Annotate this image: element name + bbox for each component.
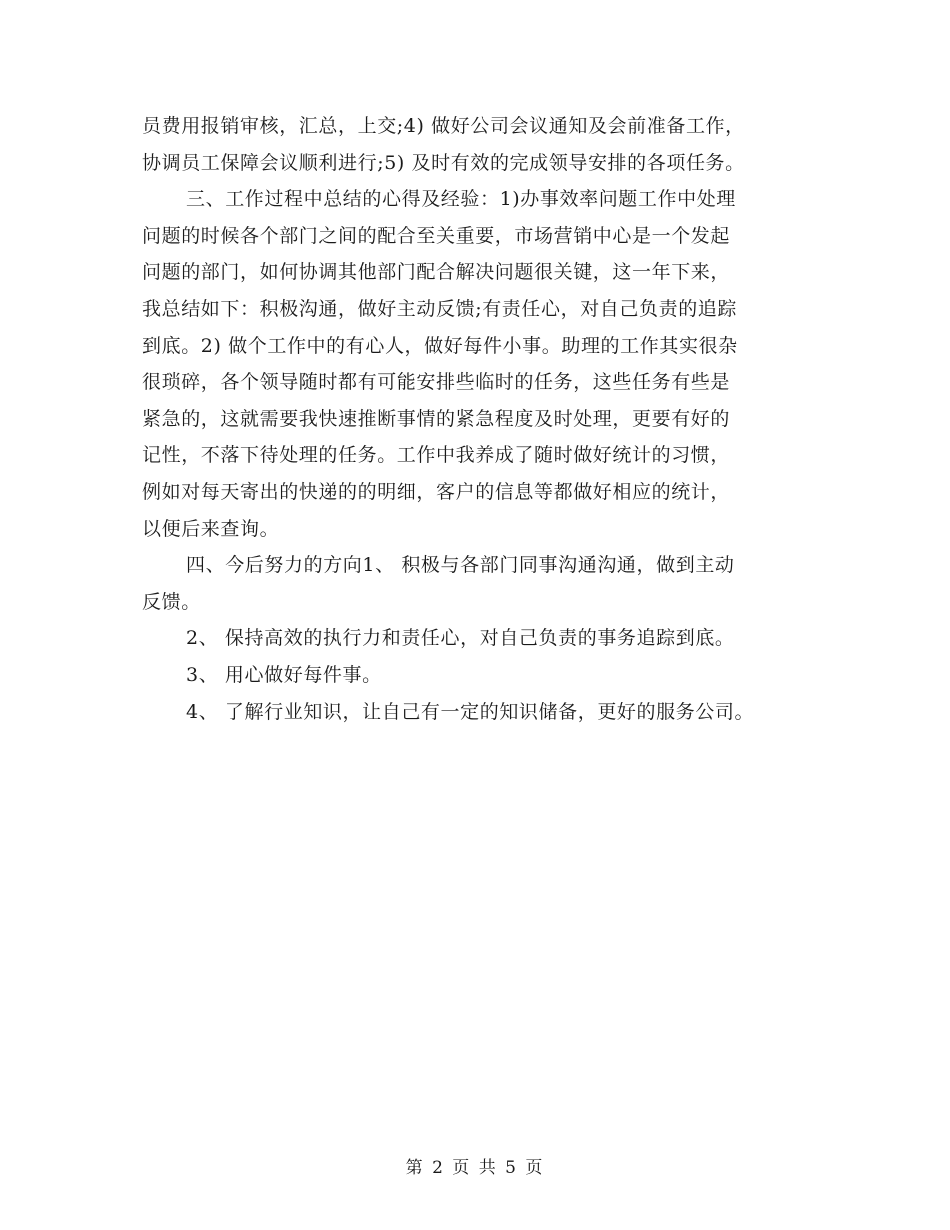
body-line-7: 到底。2) 做个工作中的有心人，做好每件小事。助理的工作其实很杂 [142, 334, 738, 357]
body-line-10: 记性，不落下待处理的任务。工作中我养成了随时做好统计的习惯， [142, 444, 731, 467]
document-body [142, 108, 812, 730]
body-line-4: 问题的时候各个部门之间的配合至关重要，市场营销中心是一个发起 [142, 224, 731, 247]
body-line-12: 以便后来查询。 [142, 517, 280, 540]
body-line-2: 协调员工保障会议顺利进行;5) 及时有效的完成领导安排的各项任务。 [142, 151, 745, 174]
body-line-6: 我总结如下：积极沟通，做好主动反馈;有责任心，对自己负责的追踪 [142, 297, 738, 320]
body-line-11: 例如对每天寄出的快递的的明细，客户的信息等都做好相应的统计， [142, 480, 731, 503]
body-line-1: 员费用报销审核，汇总，上交;4) 做好公司会议通知及会前准备工作， [142, 115, 745, 137]
body-line-5: 问题的部门，如何协调其他部门配合解决问题很关键，这一年下来， [142, 261, 731, 284]
body-line-13: 四、今后努力的方向1、 积极与各部门同事沟通沟通，做到主动 [186, 554, 735, 577]
body-line-15: 2、 保持高效的执行力和责任心，对自己负责的事务追踪到底。 [186, 627, 735, 650]
body-line-16: 3、 用心做好每件事。 [186, 663, 382, 686]
body-line-17: 4、 了解行业知识，让自己有一定的知识储备，更好的服务公司。 [186, 700, 755, 723]
body-line-8: 很琐碎，各个领导随时都有可能安排些临时的任务，这些任务有些是 [142, 371, 731, 394]
page-number-footer: 第 2 页 共 5 页 [405, 1158, 545, 1178]
body-line-9: 紧急的，这就需要我快速推断事情的紧急程度及时处理，更要有好的 [142, 407, 731, 430]
body-line-14: 反馈。 [142, 590, 201, 613]
body-line-3: 三、工作过程中总结的心得及经验：1)办事效率问题工作中处理 [186, 188, 736, 211]
